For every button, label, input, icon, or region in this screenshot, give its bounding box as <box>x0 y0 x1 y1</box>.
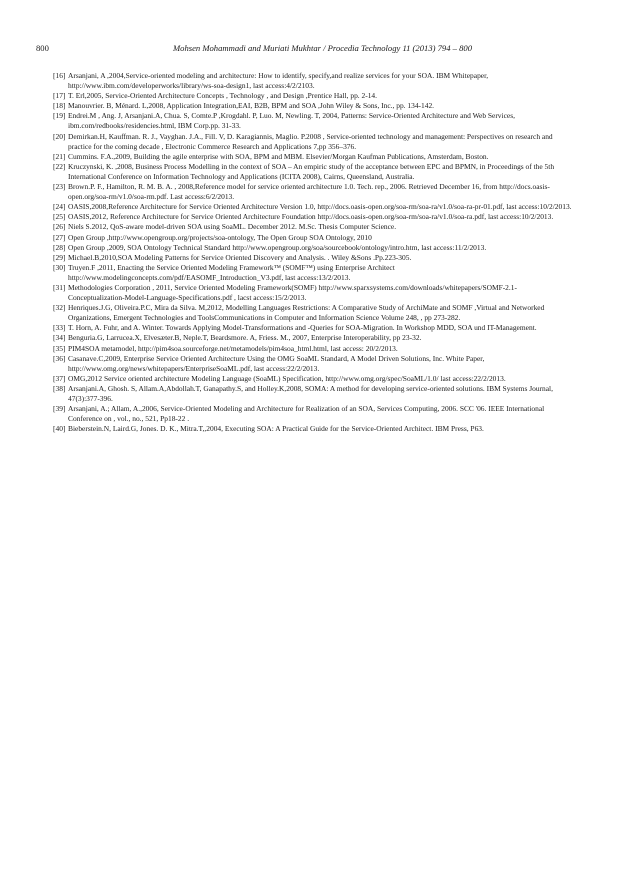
reference-list <box>53 71 573 434</box>
reference-label: [29] <box>53 252 66 262</box>
reference-text: Niels S.2012, QoS-aware model-driven SOA using SoaML. December 2012. M.Sc. Thesis Computer Science. <box>68 222 397 232</box>
reference-label: [33] <box>53 323 66 333</box>
reference-label: [25] <box>53 212 66 222</box>
reference-item <box>53 162 573 182</box>
reference-text: Henriques.J.G, Oliveira.P.C, Mira da Silva. M,2012, Modelling Languages Restrictions: A Comparative Study of ArchiMate and SOMF ,Virtual and Networked Organizations, Emergent Technologies and ToolsCommunications in Computer and Information Science Volume 248, , pp 273-282. <box>68 303 545 323</box>
reference-text: Arsanjani, A.; Allam, A.,2006, Service-Oriented Modeling and Architecture for Realization of an SOA, Services Computing, 2006. SCC '06. IEEE International Conference on , vol., no., 521, Pp18-22 . <box>68 404 545 424</box>
reference-item <box>53 91 573 101</box>
reference-item <box>53 132 573 152</box>
reference-item <box>53 111 573 131</box>
reference-item <box>53 263 573 283</box>
reference-item <box>53 243 573 253</box>
reference-text: T. Erl,2005, Service-Oriented Architecture Concepts , Technology , and Design ,Prentice Hall, pp. 2-14. <box>68 91 378 101</box>
reference-label: [16] <box>53 71 66 80</box>
reference-label: [21] <box>53 151 66 161</box>
reference-item <box>53 424 573 434</box>
reference-text: OASIS,2008,Reference Architecture for Service Oriented Architecture Version 1.0, http://docs.oasis-open.org/soa-rm/soa-ra/v1.0/soa-ra-pr-01.pdf, last access:10/2/2013. <box>68 202 572 212</box>
reference-item <box>53 212 573 222</box>
reference-text: Arsanjani, A ,2004,Service-oriented modeling and architecture: How to identify, specify,and realize services for your SOA. IBM Whitepaper, http://www.ibm.com/developerworks/library/ws-soa-design1, last access:4/2/2103. <box>68 71 489 91</box>
reference-label: [34] <box>53 333 66 343</box>
reference-text: Cummins. F.A.,2009, Building the agile enterprise with SOA, BPM and MBM. Elsevier/Morgan Kaufman Publications, Amsterdam, Boston. <box>68 151 489 161</box>
reference-text: Casanave.C,2009, Enterprise Service Oriented Architecture Using the OMG SoaML Standard, A Model Driven Solutions, Inc. White Paper, http://www.omg.org/news/whitepapers/EnterpriseSoaML.pdf, last access:22/2/2013. <box>68 353 485 373</box>
reference-label: [31] <box>53 282 66 292</box>
reference-text: Brown.P. F., Hamilton, R. M. B. A. , 2008,Reference model for service oriented architecture 1.0. Tech. rep., 2006. Retrieved December 16, from http://docs.oasis-open.org/soa-rm/v1.0/soa-rm.pdf. Last access:6/2/2013. <box>68 182 550 202</box>
reference-item <box>53 374 573 384</box>
reference-item <box>53 233 573 243</box>
reference-item <box>53 222 573 232</box>
reference-item <box>53 344 573 354</box>
reference-text: OMG,2012 Service oriented architecture Modeling Language (SoaML) Specification, http://www.omg.org/spec/SoaML/1.0/ last access:22/2/2013. <box>68 373 506 383</box>
reference-item <box>53 404 573 424</box>
reference-text: Open Group ,http://www.opengroup.org/projects/soa-ontology, The Open Group SOA Ontology, 2010 <box>68 232 372 242</box>
reference-text: Michael.B,2010,SOA Modeling Patterns for Service Oriented Discovery and Analysis. . Wiley &Sons .Pp.223-305. <box>68 252 412 262</box>
reference-item <box>53 384 573 404</box>
reference-item <box>53 354 573 374</box>
reference-label: [26] <box>53 222 66 232</box>
reference-label: [38] <box>53 383 66 393</box>
reference-text: T. Horn, A. Fuhr, and A. Winter. Towards Applying Model-Transformations and -Queries for SOA-Migration. In Workshop MDD, SOA und IT-Management. <box>68 323 537 333</box>
reference-label: [35] <box>53 343 66 353</box>
reference-item <box>53 323 573 333</box>
reference-text: Demirkan.H, Kauffman. R. J., Vayghan. J.A., Fill. V, D. Karagiannis, Maglio. P.2008 , Service-oriented technology and management: Perspectives on research and practice for the coming decade , Electronic Commerce Research and Applications 7,pp 356–376. <box>68 131 553 151</box>
reference-label: [28] <box>53 242 66 252</box>
reference-text: PIM4SOA metamodel, http://pim4soa.sourceforge.net/metamodels/pim4soa_html.html, last access: 20/2/2013. <box>68 343 398 353</box>
reference-label: [40] <box>53 424 66 434</box>
reference-label: [27] <box>53 232 66 242</box>
reference-item <box>53 202 573 212</box>
reference-label: [22] <box>53 161 66 171</box>
reference-text: Open Group ,2009, SOA Ontology Technical Standard http://www.opengroup.org/soa/sourcebook/ontology/intro.htm, last access:11/2/2013. <box>68 242 487 252</box>
reference-text: Manouvrier. B, Ménard. L,2008, Application Integration,EAI, B2B, BPM and SOA ,John Wiley & Sons, Inc., pp. 134-142. <box>68 101 435 111</box>
reference-item <box>53 101 573 111</box>
reference-text: Kruczynski, K. ,2008, Business Process Modelling in the context of SOA – An empiric study of the acceptance between EPC and BPMN, in Proceedings of the 5th International Conference on Information Technology and Applications (ICITA 2008), Cairns, Queensland, Australia. <box>68 161 555 181</box>
reference-item <box>53 71 573 91</box>
reference-text: Benguria.G, Larrucea.X, Elvesæter.B, Neple.T, Beardsmore. A, Friess. M., 2007, Enterprise Interoperability, pp 23-32. <box>68 333 422 343</box>
reference-item <box>53 303 573 323</box>
reference-item <box>53 333 573 343</box>
page-header <box>0 42 638 56</box>
reference-label: [32] <box>53 303 66 313</box>
reference-item <box>53 253 573 263</box>
reference-text: Bieberstein.N, Laird.G, Jones. D. K., Mitra.T,,2004, Executing SOA: A Practical Guide for the Service-Oriented Architect. IBM Press, P63. <box>68 424 484 434</box>
reference-label: [37] <box>53 373 66 383</box>
reference-text: Endrei.M , Ang. J, Arsanjani.A, Chua. S, Comte.P ,Krogdahl. P, Luo. M, Newling. T, 2004, Patterns: Service-Oriented Architecture and Web Services, ibm.com/redbooks/residencies.html, IBM Corp.pp. 31-33. <box>68 111 515 131</box>
reference-label: [20] <box>53 131 66 141</box>
reference-item <box>53 182 573 202</box>
reference-label: [19] <box>53 111 66 121</box>
reference-text: Methodologies Corporation , 2011, Service Oriented Modeling Framework(SOMF) http://www.sparxsystems.com/downloads/whitepapers/SOMF-2.1-Conceptualization-Model-Language-Specifications.pdf , lacst access:15/2/2013. <box>68 282 517 303</box>
page-number: 800 <box>36 43 49 53</box>
reference-label: [23] <box>53 182 66 192</box>
running-head: Mohsen Mohammadi and Muriati Mukhtar / Procedia Technology 11 (2013) 794 – 800 <box>173 43 472 53</box>
reference-item <box>53 152 573 162</box>
reference-label: [30] <box>53 262 66 272</box>
reference-label: [24] <box>53 202 66 212</box>
reference-text: OASIS,2012, Reference Architecture for Service Oriented Architecture Foundation http://docs.oasis-open.org/soa-rm/soa-ra/v1.0/soa-ra.pdf, last access:10/2/2013. <box>68 212 554 222</box>
reference-label: [39] <box>53 404 66 414</box>
reference-label: [17] <box>53 91 66 101</box>
reference-text: Truyen.F ,2011, Enacting the Service Oriented Modeling Framework™ (SOMF™) using Enterprise Architect http://www.modelingconcepts.com/pdf/EASOMF_Introduction_V3.pdf, last access:13/2/2013. <box>68 262 395 282</box>
reference-item <box>53 283 573 303</box>
reference-label: [36] <box>53 353 66 363</box>
reference-label: [18] <box>53 101 66 111</box>
reference-text: Arsanjani.A, Ghosh. S, Allam.A,Abdollah.T, Ganapathy.S, and Holley.K,2008, SOMA: A method for developing service-oriented solutions. IBM Systems Journal, 47(3):377-396. <box>68 383 553 403</box>
